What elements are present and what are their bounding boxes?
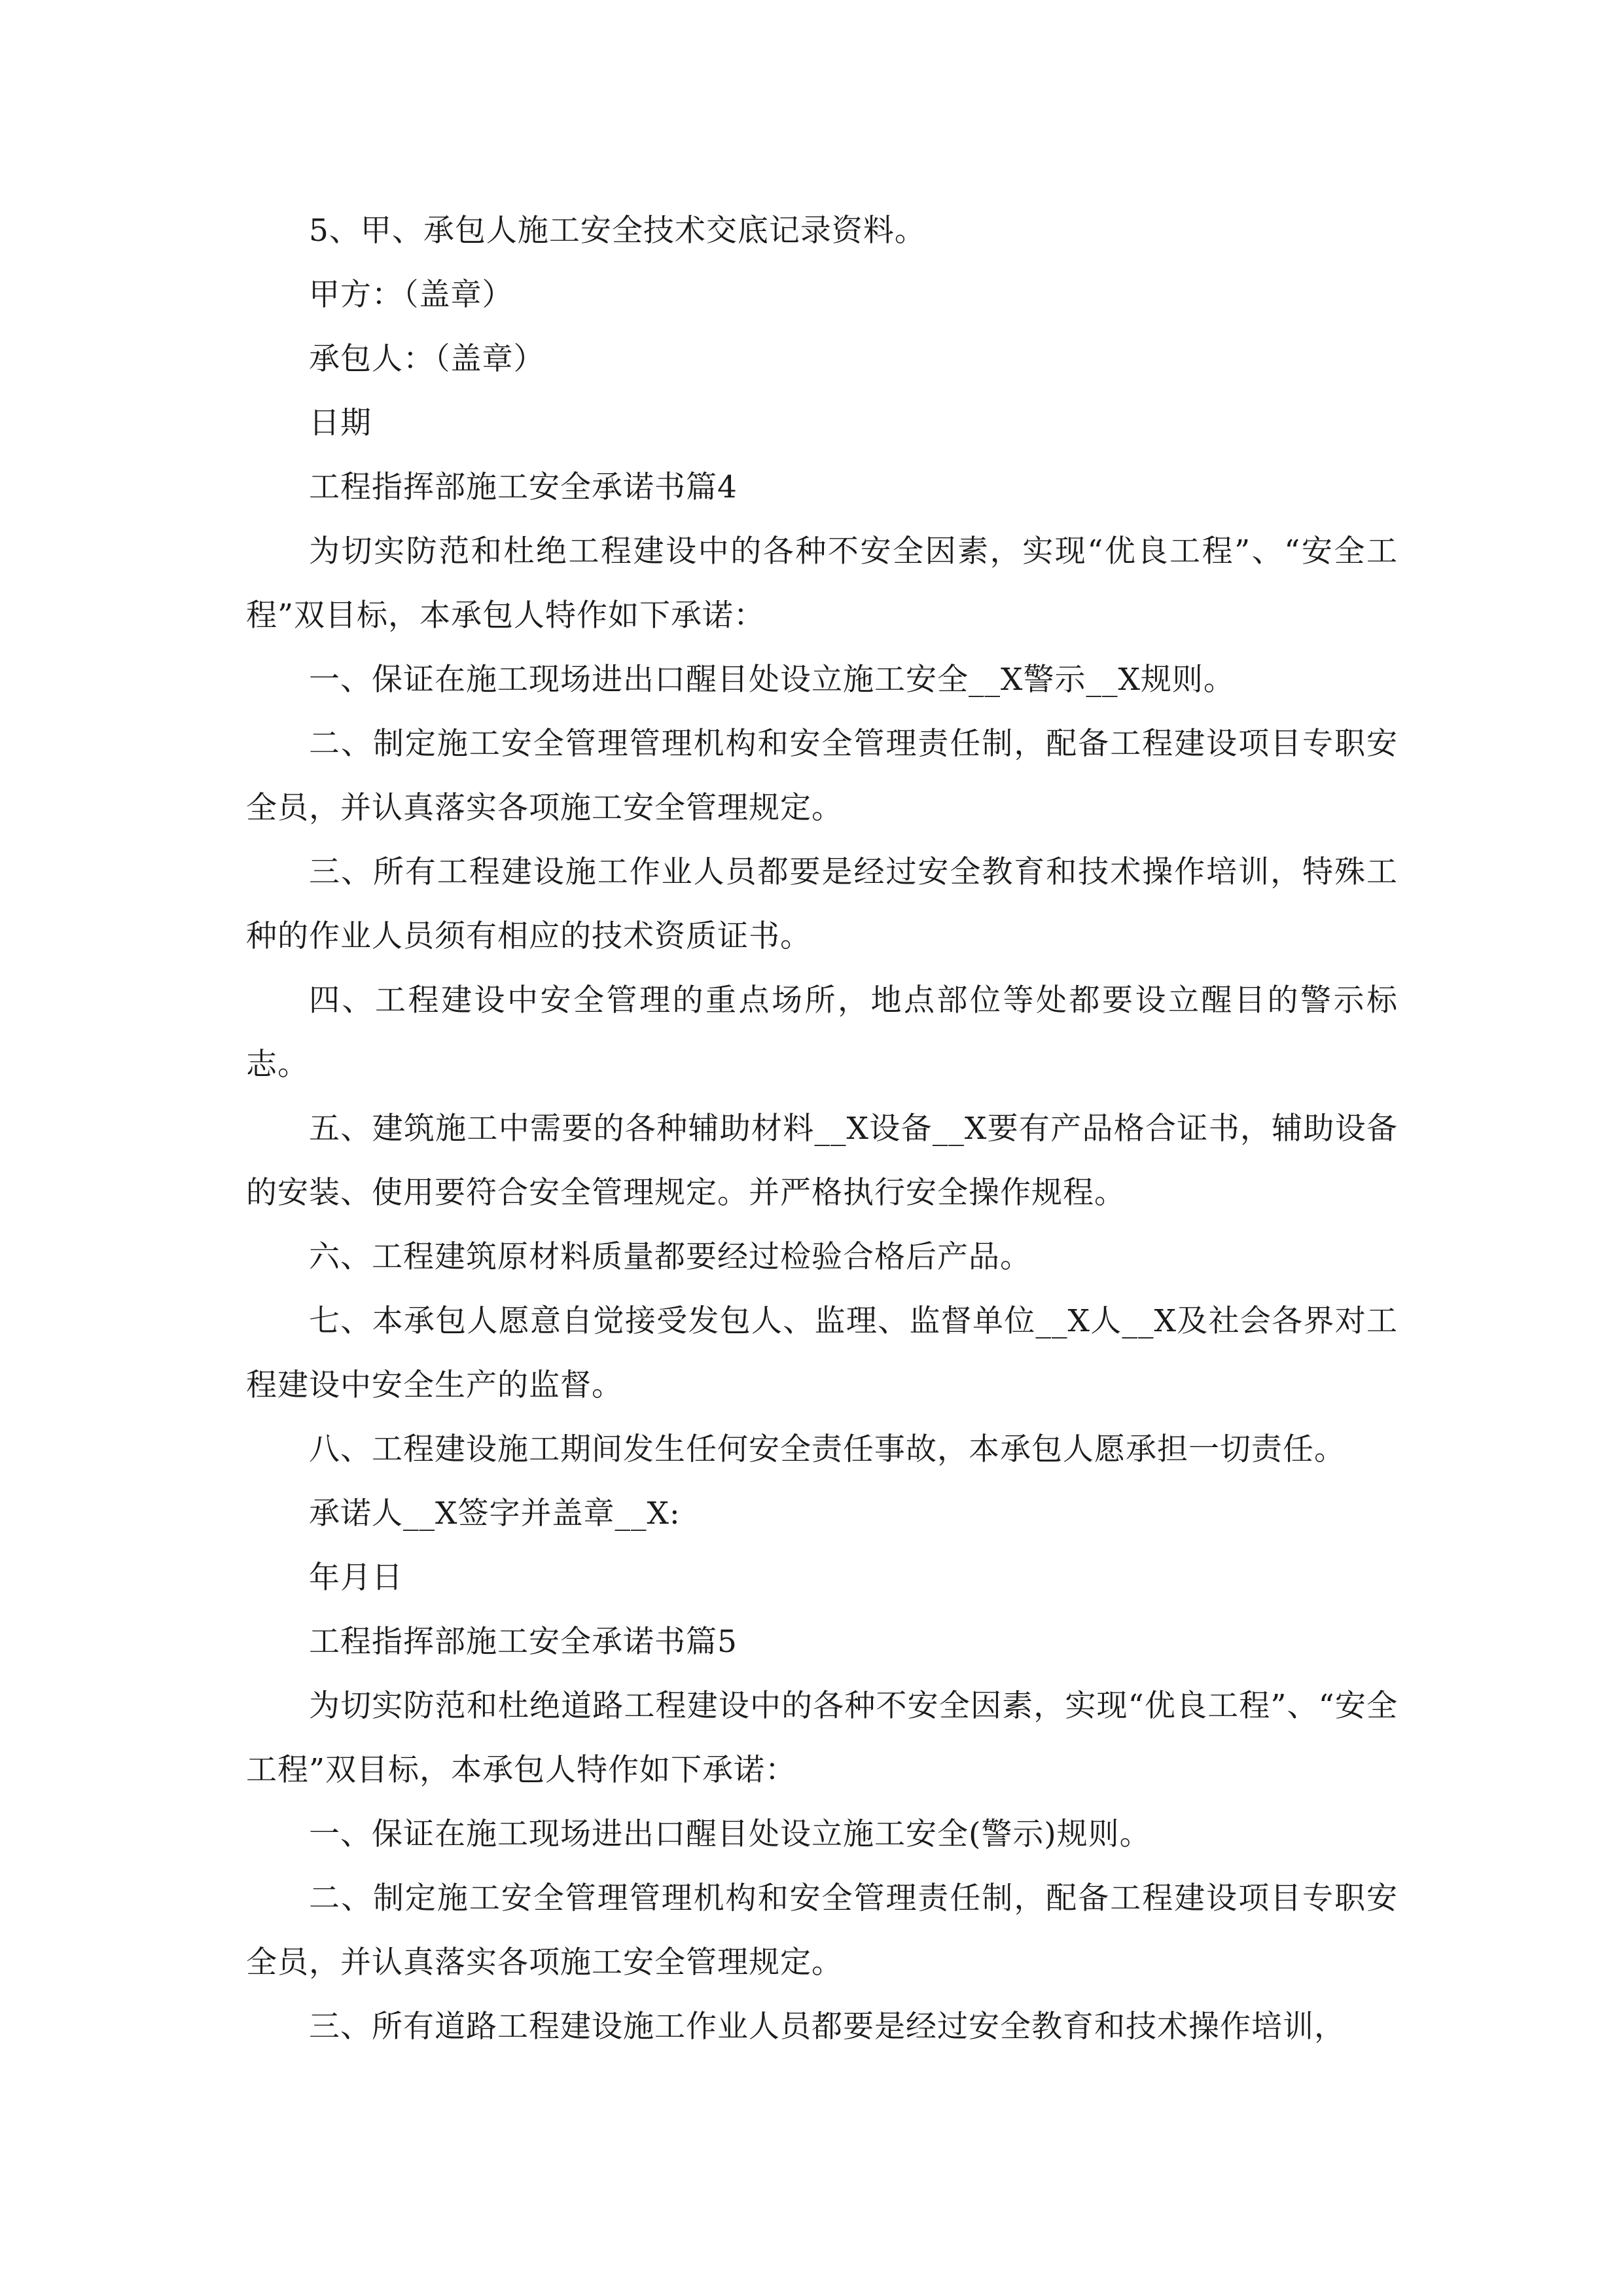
paragraph-item-1-b: 一、保证在施工现场进出口醒目处设立施工安全(警示)规则。 bbox=[309, 1816, 1151, 1852]
paragraph-materials-item-5: 5、甲、承包人施工安全技术交底记录资料。 bbox=[309, 213, 926, 249]
paragraph-item-8: 八、工程建设施工期间发生任何安全责任事故，本承包人愿承担一切责任。 bbox=[309, 1431, 1346, 1467]
paragraph-intro-5: 为切实防范和杜绝道路工程建设中的各种不安全因素，实现“优良工程”、“安全工程”双目标，本承包人特作如下承诺： bbox=[246, 1688, 1398, 1788]
paragraph-item-6: 六、工程建筑原材料质量都要经过检验合格后产品。 bbox=[309, 1239, 1031, 1275]
paragraph-ymd: 年月日 bbox=[309, 1560, 403, 1596]
paragraph-date: 日期 bbox=[309, 405, 372, 441]
paragraph-item-5: 五、建筑施工中需要的各种辅助材料__X设备__X要有产品格合证书，辅助设备的安装、使用要符合安全管理规定。并严格执行安全操作规程。 bbox=[246, 1111, 1398, 1211]
paragraph-item-2-b: 二、制定施工安全管理管理机构和安全管理责任制，配备工程建设项目专职安全员，并认真落实各项施工安全管理规定。 bbox=[246, 1880, 1398, 1981]
paragraph-item-3-b: 三、所有道路工程建设施工作业人员都要是经过安全教育和技术操作培训， bbox=[309, 2009, 1346, 2045]
paragraph-item-2: 二、制定施工安全管理管理机构和安全管理责任制，配备工程建设项目专职安全员，并认真落实各项施工安全管理规定。 bbox=[246, 726, 1398, 826]
paragraph-item-3: 三、所有工程建设施工作业人员都要是经过安全教育和技术操作培训，特殊工种的作业人员须有相应的技术资质证书。 bbox=[246, 854, 1398, 954]
paragraph-intro-4: 为切实防范和杜绝工程建设中的各种不安全因素，实现“优良工程”、“安全工程”双目标，本承包人特作如下承诺： bbox=[246, 533, 1398, 634]
paragraph-item-7: 七、本承包人愿意自觉接受发包人、监理、监督单位__X人__X及社会各界对工程建设中安全生产的监督。 bbox=[246, 1303, 1398, 1403]
paragraph-party-a-seal: 甲方：（盖章） bbox=[309, 277, 514, 313]
paragraph-signature: 承诺人__X签字并盖章__X: bbox=[309, 1496, 681, 1532]
paragraph-item-1: 一、保证在施工现场进出口醒目处设立施工安全__X警示__X规则。 bbox=[309, 662, 1235, 698]
document-body bbox=[246, 199, 1398, 2059]
section-heading-5: 工程指挥部施工安全承诺书篇5 bbox=[309, 1624, 738, 1660]
paragraph-item-4: 四、工程建设中安全管理的重点场所，地点部位等处都要设立醒目的警示标志。 bbox=[246, 982, 1398, 1083]
paragraph-contractor-seal: 承包人：（盖章） bbox=[309, 341, 545, 377]
section-heading-4: 工程指挥部施工安全承诺书篇4 bbox=[309, 469, 738, 505]
